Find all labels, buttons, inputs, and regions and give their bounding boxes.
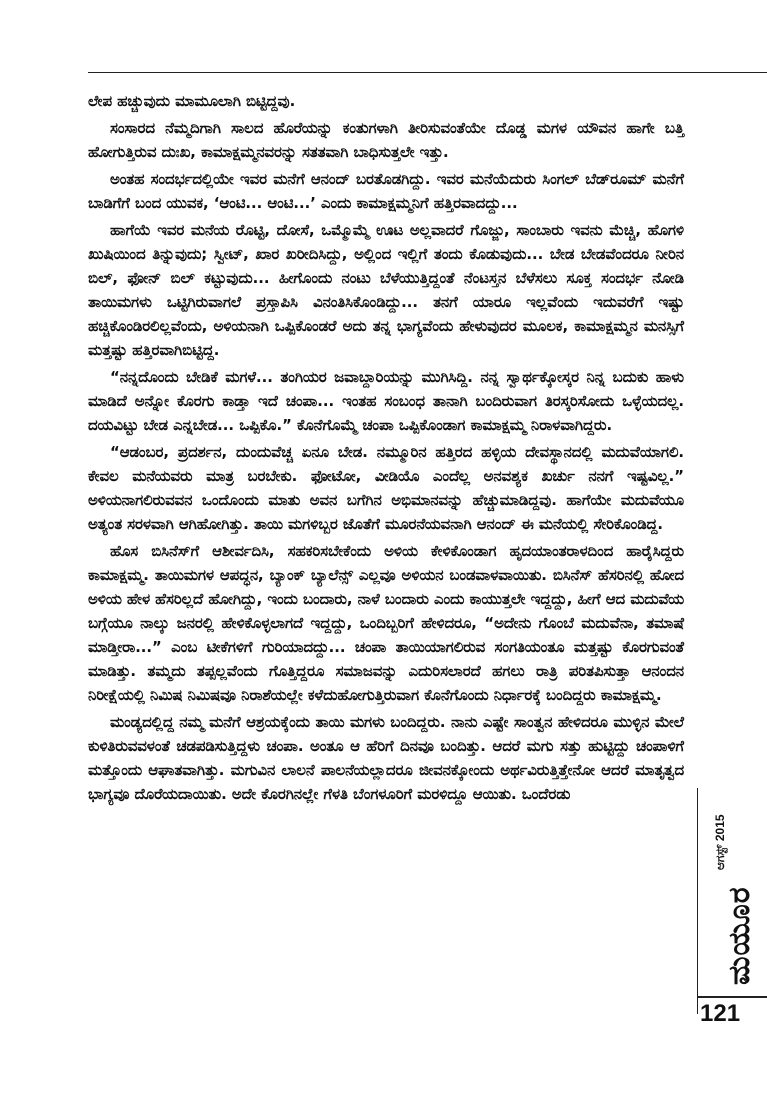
side-rule <box>697 788 698 1014</box>
paragraph: “ಆಡಂಬರ, ಪ್ರದರ್ಶನ, ದುಂದುವೆಚ್ಚ ಏನೂ ಬೇಡ. ನಮ್ಮೂರಿನ ಹತ್ತಿರದ ಹಳ್ಳಿಯ ದೇವಸ್ಥಾನದಲ್ಲಿ ಮದುವೆಯಾಗಲಿ. ಕೇವಲ ಮನೆಯವರು ಮಾತ್ರ ಬರಬೇಕು. ಫೋಟೋ, ವೀಡಿಯೊ ಎಂದೆಲ್ಲ ಅನವಶ್ಯಕ ಖರ್ಚು ನನಗೆ ಇಷ್ಟವಿಲ್ಲ.” ಅಳಿಯನಾಗಲಿರುವವನ ಒಂದೊಂದು ಮಾತು ಅವನ ಬಗೆಗಿನ ಅಭಿಮಾನವನ್ನು ಹೆಚ್ಚುಮಾಡಿದ್ದವು. ಹಾಗೆಯೇ ಮದುವೆಯೂ ಅತ್ಯಂತ ಸರಳವಾಗಿ ಆಗಿಹೋಗಿತ್ತು. ತಾಯಿ ಮಗಳಿಬ್ಬರ ಜೊತೆಗೆ ಮೂರನೆಯವನಾಗಿ ಆನಂದ್ ಈ ಮನೆಯಲ್ಲಿ ಸೇರಿಕೊಂಡಿದ್ದ. <box>88 444 684 533</box>
paragraph: ಲೇಪ ಹಚ್ಚುವುದು ಮಾಮೂಲಾಗಿ ಬಿಟ್ಟಿದ್ದವು. <box>88 93 296 110</box>
paragraph: ಹಾಗೆಯೆ ಇವರ ಮನೆಯ ರೊಟ್ಟಿ, ದೋಸೆ, ಒಮ್ಮೊಮ್ಮೆ ಊಟ ಅಲ್ಲವಾದರೆ ಗೊಜ್ಜು, ಸಾಂಬಾರು ಇವನು ಮೆಚ್ಚಿ, ಹೊಗಳಿ ಖುಷಿಯಿಂದ ತಿನ್ನುವುದು; ಸ್ವೀಟ್, ಖಾರ ಖರೀದಿಸಿದ್ದು, ಅಲ್ಲಿಂದ ಇಲ್ಲಿಗೆ ತಂದು ಕೊಡುವುದು... ಬೇಡ ಬೇಡವೆಂದರೂ ನೀರಿನ ಬಿಲ್, ಫೋನ್ ಬಿಲ್ ಕಟ್ಟುವುದು... ಹೀಗೊಂದು ನಂಟು ಬೆಳೆಯುತ್ತಿದ್ದಂತೆ ನೆಂಟಸ್ತನ ಬೆಳೆಸಲು ಸೂಕ್ತ ಸಂದರ್ಭ ನೋಡಿ ತಾಯಿಮಗಳು ಒಟ್ಟಿಗಿರುವಾಗಲೆ ಪ್ರಸ್ತಾಪಿಸಿ ವಿನಂತಿಸಿಕೊಂಡಿದ್ದು... ತನಗೆ ಯಾರೂ ಇಲ್ಲವೆಂದು ಇದುವರೆಗೆ ಇಷ್ಟು ಹಚ್ಚಿಕೊಂಡಿರಲಿಲ್ಲವೆಂದು, ಅಳಿಯನಾಗಿ ಒಪ್ಪಿಕೊಂಡರೆ ಅದು ತನ್ನ ಭಾಗ್ಯವೆಂದು ಹೇಳುವುದರ ಮೂಲಕ, ಕಾಮಾಕ್ಷಮ್ಮನ ಮನಸ್ಸಿಗೆ ಮತ್ತಷ್ಟು ಹತ್ತಿರವಾಗಿಬಿಟ್ಟಿದ್ದ. <box>88 222 684 359</box>
article-body <box>88 90 684 810</box>
issue-date: ಆಗಸ್ಟ್ 2015 <box>713 814 727 870</box>
paragraph: ಹೊಸ ಬಿಸಿನೆಸ್‌ಗೆ ಆಶೀರ್ವದಿಸಿ, ಸಹಕರಿಸಬೇಕೆಂದು ಅಳಿಯ ಕೇಳಿಕೊಂಡಾಗ ಹೃದಯಾಂತರಾಳದಿಂದ ಹಾರೈಸಿದ್ದರು ಕಾಮಾಕ್ಷಮ್ಮ. ತಾಯಿಮಗಳ ಆಪದ್ಧನ, ಬ್ಯಾಂಕ್ ಬ್ಯಾಲೆನ್ಸ್ ಎಲ್ಲವೂ ಅಳಿಯನ ಬಂಡವಾಳವಾಯಿತು. ಬಿಸಿನೆಸ್ ಹೆಸರಿನಲ್ಲಿ ಹೋದ ಅಳಿಯ ಹೇಳ ಹೆಸರಿಲ್ಲದೆ ಹೋಗಿದ್ದು, ಇಂದು ಬಂದಾರು, ನಾಳೆ ಬಂದಾರು ಎಂದು ಕಾಯುತ್ತಲೇ ಇದ್ದದ್ದು, ಹೀಗೆ ಆದ ಮದುವೆಯ ಬಗ್ಗೆಯೂ ನಾಲ್ಕು ಜನರಲ್ಲಿ ಹೇಳಿಕೊಳ್ಳಲಾಗದೆ ಇದ್ದದ್ದು, ಒಂದಿಬ್ಬರಿಗೆ ಹೇಳಿದರೂ, “ಅದೇನು ಗೊಂಬೆ ಮದುವೆನಾ, ತಮಾಷೆ ಮಾಡ್ತೀರಾ...” ಎಂಬ ಟೀಕೆಗಳಿಗೆ ಗುರಿಯಾದದ್ದು... ಚಂಪಾ ತಾಯಿಯಾಗಲಿರುವ ಸಂಗತಿಯಂತೂ ಮತ್ತಷ್ಟು ಕೊರಗುವಂತೆ ಮಾಡಿತ್ತು. ತಮ್ಮದು ತಪ್ಪಲ್ಲವೆಂದು ಗೊತ್ತಿದ್ದರೂ ಸಮಾಜವನ್ನು ಎದುರಿಸಲಾರದೆ ಹಗಲು ರಾತ್ರಿ ಪರಿತಪಿಸುತ್ತಾ ಆನಂದನ ನಿರೀಕ್ಷೆಯಲ್ಲಿ ನಿಮಿಷ ನಿಮಿಷವೂ ನಿರಾಶೆಯಲ್ಲೇ ಕಳೆದುಹೋಗುತ್ತಿರುವಾಗ ಕೊನೆಗೊಂದು ನಿರ್ಧಾರಕ್ಕೆ ಬಂದಿದ್ದರು ಕಾಮಾಕ್ಷಮ್ಮ. <box>88 543 684 704</box>
paragraph: ಮಂಡ್ಯದಲ್ಲಿದ್ದ ನಮ್ಮ ಮನೆಗೆ ಆಶ್ರಯಕ್ಕೆಂದು ತಾಯಿ ಮಗಳು ಬಂದಿದ್ದರು. ನಾನು ಎಷ್ಟೇ ಸಾಂತ್ವನ ಹೇಳಿದರೂ ಮುಳ್ಳಿನ ಮೇಲೆ ಕುಳಿತಿರುವವಳಂತೆ ಚಡಪಡಿಸುತ್ತಿದ್ದಳು ಚಂಪಾ. ಅಂತೂ ಆ ಹೆರಿಗೆ ದಿನವೂ ಬಂದಿತ್ತು. ಆದರೆ ಮಗು ಸತ್ತು ಹುಟ್ಟಿದ್ದು ಚಂಪಾಳಿಗೆ ಮತ್ತೊಂದು ಆಘಾತವಾಗಿತ್ತು. ಮಗುವಿನ ಲಾಲನೆ ಪಾಲನೆಯಲ್ಲಾದರೂ ಜೀವನಕ್ಕೋಂದು ಅರ್ಥವಿರುತ್ತಿತ್ತೇನೋ ಆದರೆ ಮಾತೃತ್ವದ ಭಾಗ್ಯವೂ ದೊರೆಯದಾಯಿತು. ಅದೇ ಕೊರಗಿನಲ್ಲೇ ಗೆಳತಿ ಬೆಂಗಳೂರಿಗೆ ಮರಳಿದ್ದೂ ಆಯಿತು. ಒಂದೆರಡು <box>88 714 684 803</box>
paragraph: “ನನ್ನದೊಂದು ಬೇಡಿಕೆ ಮಗಳೆ... ತಂಗಿಯರ ಜವಾಬ್ದಾರಿಯನ್ನು ಮುಗಿಸಿದ್ದಿ. ನನ್ನ ಸ್ವಾರ್ಥಕ್ಕೋಸ್ಕರ ನಿನ್ನ ಬದುಕು ಹಾಳು ಮಾಡಿದೆ ಅನ್ನೋ ಕೊರಗು ಕಾಡ್ತಾ ಇದೆ ಚಂಪಾ... ಇಂತಹ ಸಂಬಂಧ ತಾನಾಗಿ ಬಂದಿರುವಾಗ ತಿರಸ್ಕರಿಸೋದು ಒಳ್ಳೆಯದಲ್ಲ. ದಯವಿಟ್ಟು ಬೇಡ ಎನ್ನಬೇಡ... ಒಪ್ಪಿಕೊ.” ಕೊನೆಗೊಮ್ಮೆ ಚಂಪಾ ಒಪ್ಪಿಕೊಂಡಾಗ ಕಾಮಾಕ್ಷಮ್ಮ ನಿರಾಳವಾಗಿದ್ದರು. <box>88 369 684 434</box>
paragraph: ಅಂತಹ ಸಂದರ್ಭದಲ್ಲಿಯೇ ಇವರ ಮನೆಗೆ ಆನಂದ್ ಬರತೊಡಗಿದ್ದು. ಇವರ ಮನೆಯೆದುರು ಸಿಂಗಲ್ ಬೆಡ್‌ರೂಮ್ ಮನೆಗೆ ಬಾಡಿಗೆಗೆ ಬಂದ ಯುವಕ, ‘ಆಂಟಿ... ಆಂಟಿ...’ ಎಂದು ಕಾಮಾಕ್ಷಮ್ಮನಿಗೆ ಹತ್ತಿರವಾದದ್ದು... <box>88 171 684 212</box>
magazine-logo: ಮಯೂರ <box>722 886 757 985</box>
page-number: 121 <box>700 1000 741 1027</box>
header-rule <box>88 72 767 73</box>
paragraph: ಸಂಸಾರದ ನೆಮ್ಮದಿಗಾಗಿ ಸಾಲದ ಹೊರೆಯನ್ನು ಕಂತುಗಳಾಗಿ ತೀರಿಸುವಂತೆಯೇ ದೊಡ್ಡ ಮಗಳ ಯೌವನ ಹಾಗೇ ಬತ್ತಿ ಹೋಗುತ್ತಿರುವ ದುಃಖ, ಕಾಮಾಕ್ಷಮ್ಮನವರನ್ನು ಸತತವಾಗಿ ಬಾಧಿಸುತ್ತಲೇ ಇತ್ತು. <box>88 120 684 161</box>
footer-rule <box>697 996 767 998</box>
